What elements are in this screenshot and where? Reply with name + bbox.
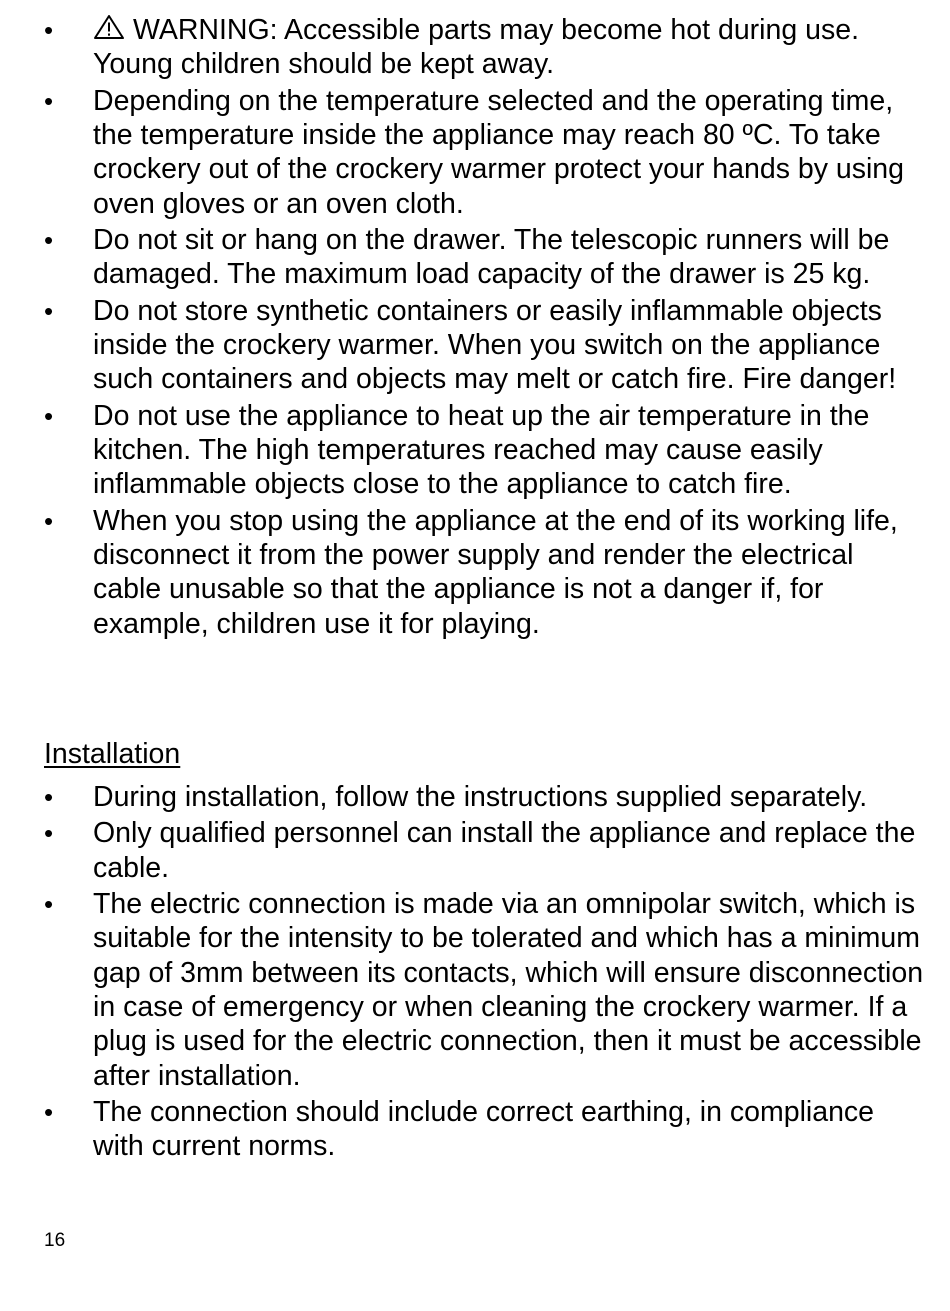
page-number: 16 (44, 1230, 66, 1251)
bullet: • (44, 295, 54, 326)
installation-list (44, 780, 924, 1166)
list-item-text: WARNING: Accessible parts may become hot during use. Young children should be kept away. (93, 14, 859, 81)
list-item (44, 13, 924, 82)
list-item (44, 887, 924, 1093)
bullet: • (44, 15, 54, 45)
list-item-text: Depending on the temperature selected and the operating time, the temperature inside the appliance may reach 80 ºC. To take crockery out of the crockery warmer protect your hands by using oven gloves or an oven cloth. (93, 84, 905, 220)
list-item (44, 780, 924, 814)
safety-list (44, 13, 924, 643)
bullet: • (44, 85, 54, 116)
bullet: • (44, 505, 54, 536)
bullet: • (44, 888, 54, 919)
bullet: • (44, 225, 54, 256)
list-item-text: During installation, follow the instructions supplied separately. (93, 781, 868, 813)
bullet: • (44, 1097, 54, 1128)
list-item (44, 504, 924, 642)
list-item (44, 223, 924, 292)
list-item (44, 294, 924, 397)
list-item-text: Only qualified personnel can install the appliance and replace the cable. (93, 817, 916, 884)
list-item (44, 84, 924, 222)
list-item-text: Do not store synthetic containers or easily inflammable objects inside the crockery warmer. When you switch on the appliance such containers and objects may melt or catch fire. Fire danger! (93, 294, 897, 396)
list-item-text: The connection should include correct earthing, in compliance with current norms. (93, 1096, 875, 1163)
list-item-text: Do not use the appliance to heat up the air temperature in the kitchen. The high temperatures reached may cause easily inflammable objects close to the appliance to catch fire. (93, 399, 870, 501)
warning-triangle-icon (93, 14, 125, 40)
list-item-text: The electric connection is made via an omnipolar switch, which is suitable for the intensity to be tolerated and which has a minimum gap of 3mm between its contacts, which will ensure disconnection in case of emergency or when cleaning the crockery warmer. If a plug is used for the electric connection, then it must be accessible after installation. (93, 887, 924, 1092)
bullet: • (44, 782, 54, 812)
list-item-text: When you stop using the appliance at the end of its working life, disconnect it from the power supply and render the electrical cable unusable so that the appliance is not a danger if, for example, children use it for playing. (93, 504, 898, 640)
list-item-text: Do not sit or hang on the drawer. The telescopic runners will be damaged. The maximum load capacity of the drawer is 25 kg. (93, 224, 890, 291)
section-heading-installation: Installation (44, 738, 181, 770)
list-item (44, 399, 924, 502)
list-item (44, 816, 924, 885)
bullet: • (44, 818, 54, 849)
list-item (44, 1095, 924, 1164)
bullet: • (44, 400, 54, 431)
